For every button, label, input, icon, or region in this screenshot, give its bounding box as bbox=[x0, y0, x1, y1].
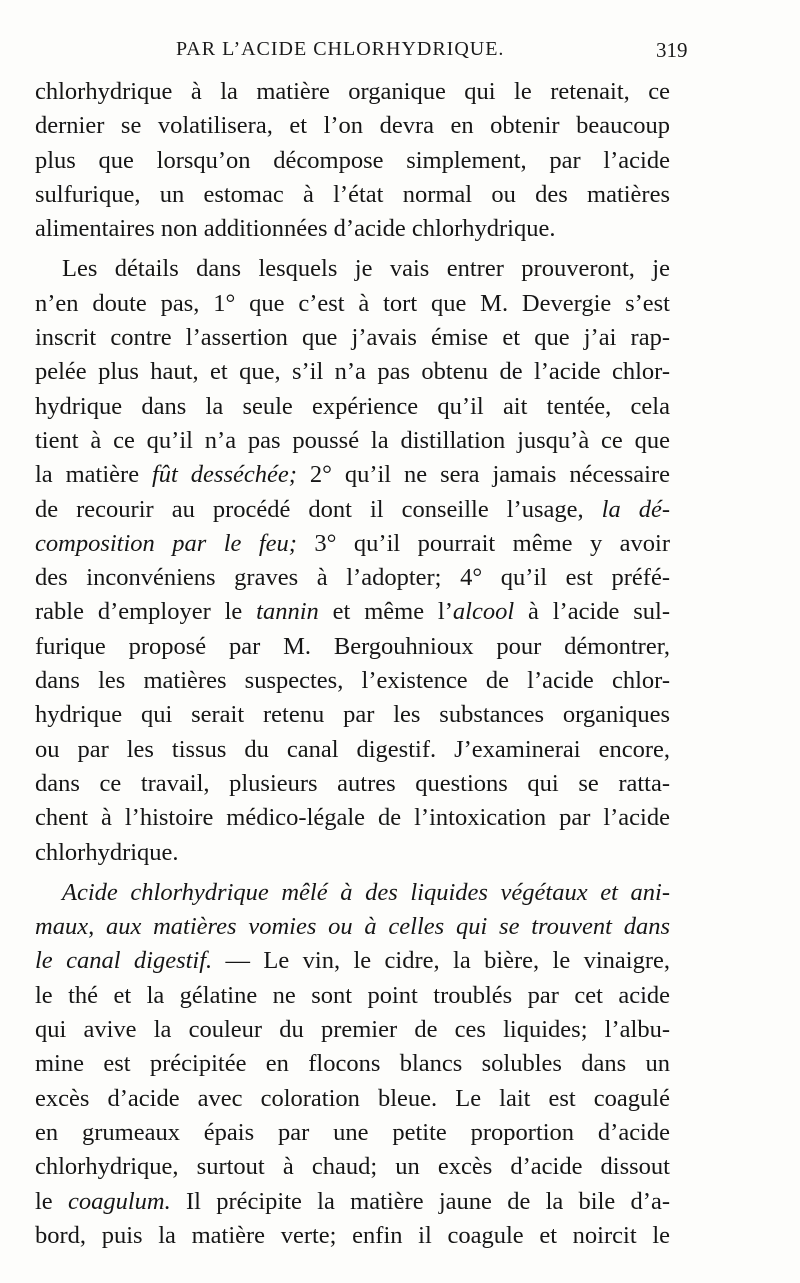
text-line: chlorhydrique. bbox=[35, 838, 179, 866]
text-line: le thé et la gélatine ne sont point troublés par cet acide bbox=[35, 981, 670, 1009]
text-run: 3° qu’il pourrait même y avoir bbox=[296, 529, 671, 557]
text-line bbox=[35, 493, 670, 527]
text-line: qui avive la couleur du premier de ces liquides; l’albu- bbox=[35, 1016, 670, 1044]
text-line: excès d’acide avec coloration bleue. Le lait est coagulé bbox=[35, 1084, 670, 1112]
text-line: inscrit contre l’assertion que j’avais émise et que j’ai rap- bbox=[35, 324, 670, 352]
italic-phrase: composition par le feu; bbox=[35, 529, 297, 557]
text-line: des inconvéniens graves à l’adopter; 4° qu’il est préfé- bbox=[35, 564, 670, 592]
page-header bbox=[36, 38, 688, 66]
italic-word: tannin bbox=[256, 598, 319, 626]
text-line: plus que lorsqu’on décompose simplement, par l’acide bbox=[35, 146, 670, 174]
italic-word: coagulum. bbox=[67, 1187, 171, 1215]
text-line bbox=[35, 1185, 670, 1219]
text-line bbox=[35, 458, 670, 492]
text-line: hydrique qui serait retenu par les substances organiques bbox=[35, 701, 670, 729]
italic-word: alcool bbox=[452, 598, 515, 626]
paragraph-1 bbox=[35, 75, 670, 246]
text-run: — Le vin, le cidre, la bière, le vinaigre, bbox=[212, 947, 671, 975]
italic-heading: le canal digestif. bbox=[35, 947, 213, 975]
text-run: rable d’employer le bbox=[35, 598, 257, 626]
text-line: chlorhydrique, surtout à chaud; un excès d’acide dissout bbox=[35, 1153, 670, 1181]
text-run: et même l’ bbox=[318, 598, 453, 626]
text-line: dans ce travail, plusieurs autres questions qui se ratta- bbox=[35, 769, 670, 797]
text-line: furique proposé par M. Bergouhnioux pour démontrer, bbox=[35, 632, 670, 660]
italic-heading: maux, aux matières vomies ou à celles qui se trouvent dans bbox=[35, 913, 670, 941]
text-line: sulfurique, un estomac à l’état normal ou des matières bbox=[35, 180, 670, 208]
text-run: de recourir au procédé dont il conseille l’usage, bbox=[35, 495, 602, 523]
page-number: 319 bbox=[656, 38, 688, 62]
text-line bbox=[35, 595, 670, 629]
text-line: pelée plus haut, et que, s’il n’a pas obtenu de l’acide chlor- bbox=[35, 358, 670, 386]
paragraph-2 bbox=[35, 252, 670, 869]
running-title: PAR L’ACIDE CHLORHYDRIQUE. bbox=[176, 38, 505, 60]
body-text bbox=[35, 75, 670, 1253]
text-run: à l’acide sul- bbox=[514, 598, 670, 626]
text-line: tient à ce qu’il n’a pas poussé la distillation jusqu’à ce que bbox=[35, 426, 670, 454]
text-run: 2° qu’il ne sera jamais nécessaire bbox=[296, 461, 670, 489]
text-line: hydrique dans la seule expérience qu’il ait tentée, cela bbox=[35, 392, 670, 420]
text-run: la matière bbox=[35, 461, 152, 489]
text-line: chent à l’histoire médico-légale de l’intoxication par l’acide bbox=[35, 804, 670, 832]
text-run: Il précipite la matière jaune de la bile d’a- bbox=[170, 1187, 670, 1215]
italic-phrase: fût desséchée; bbox=[152, 461, 297, 489]
italic-phrase: la dé- bbox=[601, 495, 671, 523]
text-line: mine est précipitée en flocons blancs solubles dans un bbox=[35, 1050, 670, 1078]
text-line: bord, puis la matière verte; enfin il coagule et noircit le bbox=[35, 1221, 670, 1249]
text-line: Les détails dans lesquels je vais entrer prouveront, je bbox=[62, 255, 670, 283]
text-line: dans les matières suspectes, l’existence de l’acide chlor- bbox=[35, 667, 670, 695]
text-line: alimentaires non additionnées d’acide chlorhydrique. bbox=[35, 215, 556, 243]
text-line bbox=[35, 944, 670, 978]
text-line: n’en doute pas, 1° que c’est à tort que M. Devergie s’est bbox=[35, 289, 670, 317]
text-line: chlorhydrique à la matière organique qui le retenait, ce bbox=[35, 78, 670, 105]
text-line: dernier se volatilisera, et l’on devra en obtenir beaucoup bbox=[35, 112, 670, 140]
text-line bbox=[35, 876, 670, 910]
text-line: ou par les tissus du canal digestif. J’examinerai encore, bbox=[35, 735, 670, 763]
text-run: le bbox=[35, 1187, 68, 1215]
paragraph-3 bbox=[35, 876, 670, 1253]
text-line: en grumeaux épais par une petite proportion d’acide bbox=[35, 1118, 670, 1146]
text-line bbox=[35, 910, 670, 944]
italic-heading: Acide chlorhydrique mêlé à des liquides végétaux et ani- bbox=[62, 878, 670, 906]
text-line bbox=[35, 527, 670, 561]
